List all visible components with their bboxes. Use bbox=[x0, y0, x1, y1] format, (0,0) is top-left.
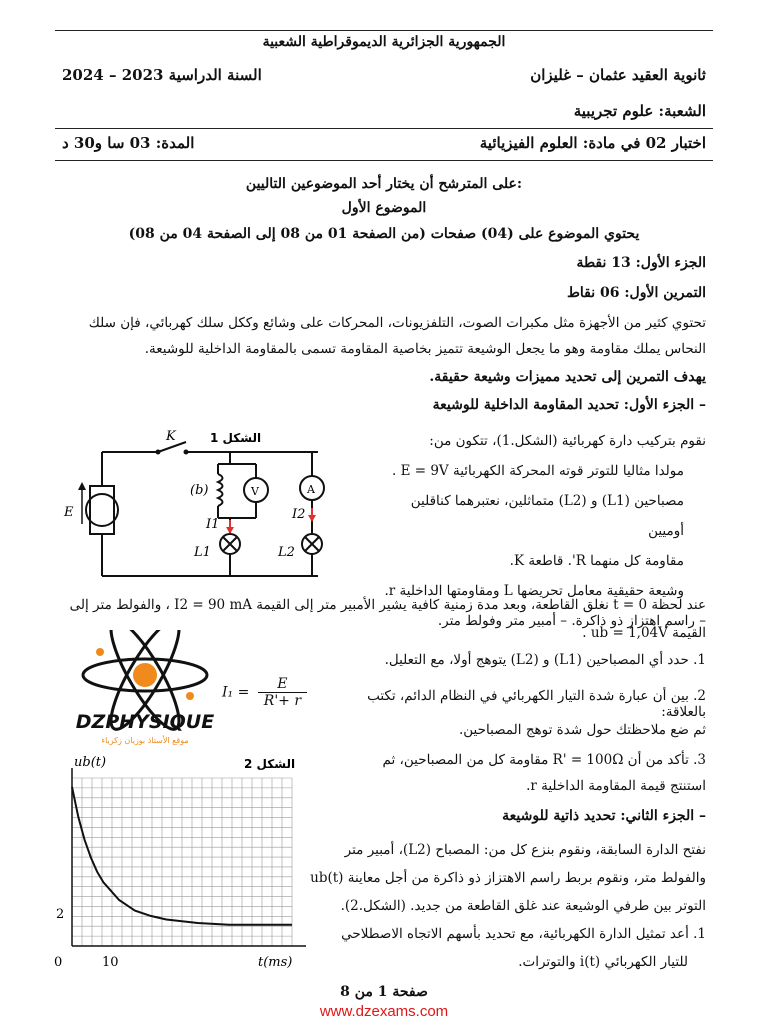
x-axis-label: t(ms) bbox=[258, 955, 293, 970]
part-b-line: والفولط متر، ونقوم بربط راسم الاهتزاز ذو ذاكرة من أجل معاينة ub(t) bbox=[310, 870, 706, 886]
question-3: 3. تأكد من أن R' = 100Ω مقاومة كل من المصباحين، ثم bbox=[382, 752, 706, 768]
coil-label: (b) bbox=[190, 483, 209, 498]
figure1-title: الشكل 1 bbox=[210, 431, 262, 445]
question-2-note: ثم ضع ملاحظتك حول شدة توهج المصباحين. bbox=[458, 722, 706, 738]
section-b-title: – الجزء الثاني: تحديد ذاتية للوشيعة bbox=[502, 808, 706, 824]
dzphysique-logo bbox=[70, 630, 220, 750]
question-2: 2. بين أن عبارة شدة التيار الكهربائي في النظام الدائم، تكتب بالعلاقة: bbox=[367, 688, 706, 720]
circuit-line: مقاومة كل منهما R'. قاطعة K. bbox=[509, 553, 684, 569]
formula bbox=[222, 676, 307, 709]
circuit-line: مصباحين (L1) و (L2) متماثلين، نعتبرهما كناقلين أوميين bbox=[410, 493, 684, 539]
question-1: 1. حدد أي المصباحين (L1) و (L2) يتوهج أولا، مع التعليل. bbox=[384, 652, 706, 668]
pages-info: يحتوي الموضوع على (04) صفحات (من الصفحة 01 من 08 إلى الصفحة 04 من 08) bbox=[128, 226, 640, 242]
school-year: السنة الدراسية 2023 – 2024 bbox=[62, 66, 262, 84]
voltmeter-icon: V bbox=[251, 485, 259, 498]
formula-denominator: R'+ r bbox=[263, 693, 302, 709]
header-rule bbox=[55, 128, 713, 129]
part-b-text bbox=[276, 836, 706, 976]
figure2-title: الشكل 2 bbox=[244, 757, 296, 771]
y-axis-label: ub(t) bbox=[74, 755, 107, 770]
header-rule-2 bbox=[55, 160, 713, 161]
t0-line-2: القيمة ub = 1,04V . bbox=[582, 625, 706, 641]
circuit-figure bbox=[60, 424, 350, 586]
part-b-line: 1. أعد تمثيل الدارة الكهربائية، مع تحديد بأسهم الاتجاه الاصطلاحي bbox=[341, 926, 706, 942]
part-b-line: للتيار الكهربائي i(t) والتوترات. bbox=[518, 954, 688, 970]
exercise1-title: التمرين الأول: 06 نقاط bbox=[566, 285, 706, 301]
paragraph-line-1: تحتوي كثير من الأجهزة مثل مكبرات الصوت، التلفزيونات، المحركات على وشائع وككل سلك كهربائي، فإن سلك bbox=[88, 315, 706, 331]
ammeter-icon: A bbox=[307, 483, 315, 496]
part-b-line: التوتر بين طرفي الوشيعة عند غلق القاطعة من جديد. (الشكل.2). bbox=[340, 898, 706, 914]
exam-duration: المدة: 03 سا و30 د bbox=[62, 134, 195, 152]
exercise-goal: يهدف التمرين إلى تحديد مميزات وشيعة حقيقة. bbox=[429, 369, 706, 385]
paragraph-line-2: النحاس يملك مقاومة وهو ما يجعل الوشيعة تتميز بخاصية المقاومة تسمى بالمقاومة الداخلية للوشيعة. bbox=[144, 341, 706, 357]
figure2-chart bbox=[48, 752, 318, 974]
branch: الشعبة: علوم تجريبية bbox=[573, 102, 706, 120]
i1-label: I1 bbox=[206, 517, 220, 532]
circuit-line: وشيعة حقيقية معامل تحريضها L ومقاومتها الداخلية r. bbox=[384, 583, 684, 599]
exam-title: اختبار 02 في مادة: العلوم الفيزيائية bbox=[479, 134, 706, 152]
top-rule bbox=[55, 30, 713, 31]
section-a-title: – الجزء الأول: تحديد المقاومة الداخلية للوشيعة bbox=[432, 397, 706, 413]
lamp2-label: L2 bbox=[278, 545, 295, 560]
school-name: ثانوية العقيد عثمان – غليزان bbox=[530, 66, 706, 84]
x-tick-10: 10 bbox=[102, 955, 119, 970]
formula-lhs: I₁ = bbox=[222, 684, 250, 701]
i2-label: I2 bbox=[292, 507, 306, 522]
footer-url[interactable]: www.dzexams.com bbox=[319, 1003, 449, 1020]
part-b-line: نفتح الدارة السابقة، ونقوم بنزع كل من: المصباح (L2)، أمبير متر bbox=[344, 842, 706, 858]
t0-line-1: عند لحظة t = 0 نغلق القاطعة، وبعد مدة زمنية كافية يشير الأمبير متر إلى القيمة I2 = 90 mA ، والفولط متر إلى bbox=[69, 597, 706, 613]
circuit-line: مولدا مثاليا للتوتر قوته المحركة الكهربائية E = 9V . bbox=[392, 463, 684, 479]
emf-label: E bbox=[64, 505, 74, 520]
page-number: صفحة 1 من 8 bbox=[340, 984, 428, 1000]
choose-subject: على المترشح أن يختار أحد الموضوعين التاليين: bbox=[245, 176, 523, 192]
lamp1-label: L1 bbox=[194, 545, 211, 560]
part1-title: الجزء الأول: 13 نقطة bbox=[576, 255, 706, 271]
switch-label: K bbox=[166, 429, 176, 444]
logo-name: DZPHYSIQUE bbox=[75, 711, 215, 733]
formula-numerator: E bbox=[258, 676, 307, 693]
logo-tagline: موقع الأستاذ بوزيان زكرياء bbox=[101, 736, 189, 745]
question-3-cont: استنتج قيمة المقاومة الداخلية r. bbox=[526, 778, 706, 794]
circuit-line: نقوم بتركيب دارة كهربائية (الشكل.1)، تتكون من: bbox=[429, 433, 706, 449]
y-tick-2: 2 bbox=[56, 907, 65, 922]
x-tick-0: 0 bbox=[54, 955, 63, 970]
subject-title: الموضوع الأول bbox=[341, 200, 427, 216]
republic-title: الجمهورية الجزائرية الديموقراطية الشعبية bbox=[262, 34, 506, 50]
circuit-line: – راسم اهتزاز ذو ذاكرة. – أمبير متر وفولط متر. bbox=[437, 613, 706, 629]
